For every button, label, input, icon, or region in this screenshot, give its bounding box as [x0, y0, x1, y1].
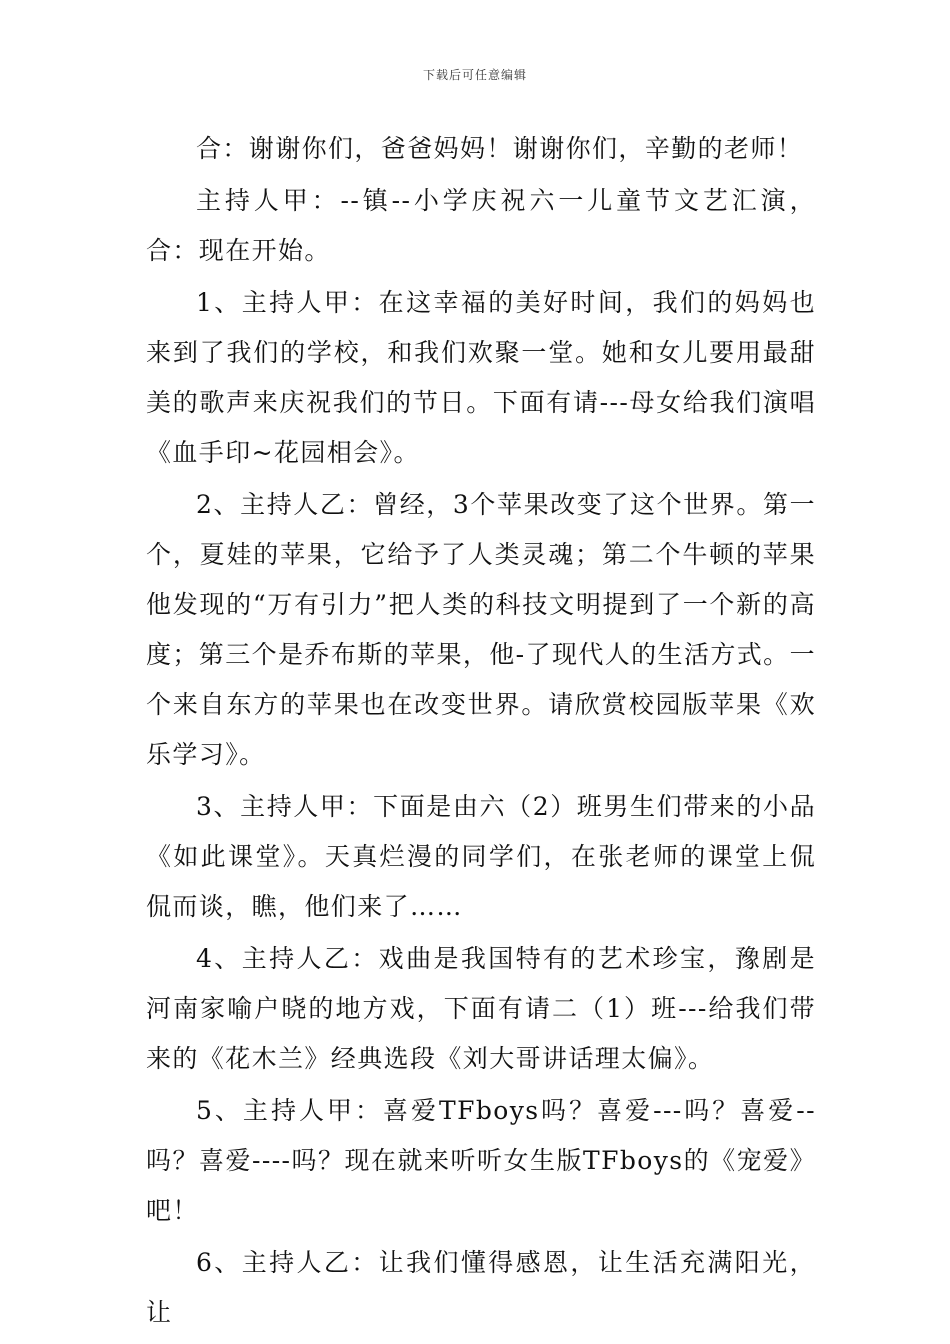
- paragraph-item-4: 4、主持人乙：戏曲是我国特有的艺术珍宝，豫剧是河南家喻户晓的地方戏，下面有请二（1）班---给我们带来的《花木兰》经典选段《刘大哥讲话理太偏》。: [146, 944, 816, 1073]
- paragraph-item-1: 1、主持人甲：在这幸福的美好时间，我们的妈妈也来到了我们的学校，和我们欢聚一堂。她和女儿要用最甜美的歌声来庆祝我们的节日。下面有请---母女给我们演唱《血手印~花园相会》。: [146, 288, 816, 467]
- paragraph-opening-announcement: 主持人甲：--镇--小学庆祝六一儿童节文艺汇演，合：现在开始。: [146, 186, 816, 265]
- paragraph-item-3: 3、主持人甲：下面是由六（2）班男生们带来的小品《如此课堂》。天真烂漫的同学们，在张老师的课堂上侃侃而谈，瞧，他们来了……: [146, 792, 816, 921]
- paragraph-item-2: 2、主持人乙：曾经，3个苹果改变了这个世界。第一个，夏娃的苹果，它给予了人类灵魂；第二个牛顿的苹果他发现的“万有引力”把人类的科技文明提到了一个新的高度；第三个是乔布斯的苹果，他-了现代人的生活方式。一个来自东方的苹果也在改变世界。请欣赏校园版苹果《欢乐学习》。: [146, 490, 816, 769]
- document-body: [146, 124, 816, 1340]
- paragraph-closing-thanks: 合：谢谢你们，爸爸妈妈！谢谢你们，辛勤的老师！: [196, 134, 804, 163]
- header-note: 下载后可任意编辑: [422, 68, 527, 82]
- paragraph-item-5: 5、主持人甲：喜爱TFboys吗？喜爱---吗？喜爱--吗？喜爱----吗？现在就来听听女生版TFboys的《宠爱》吧！: [146, 1096, 816, 1225]
- paragraph-item-6: 6、主持人乙：让我们懂得感恩，让生活充满阳光，让: [146, 1248, 816, 1327]
